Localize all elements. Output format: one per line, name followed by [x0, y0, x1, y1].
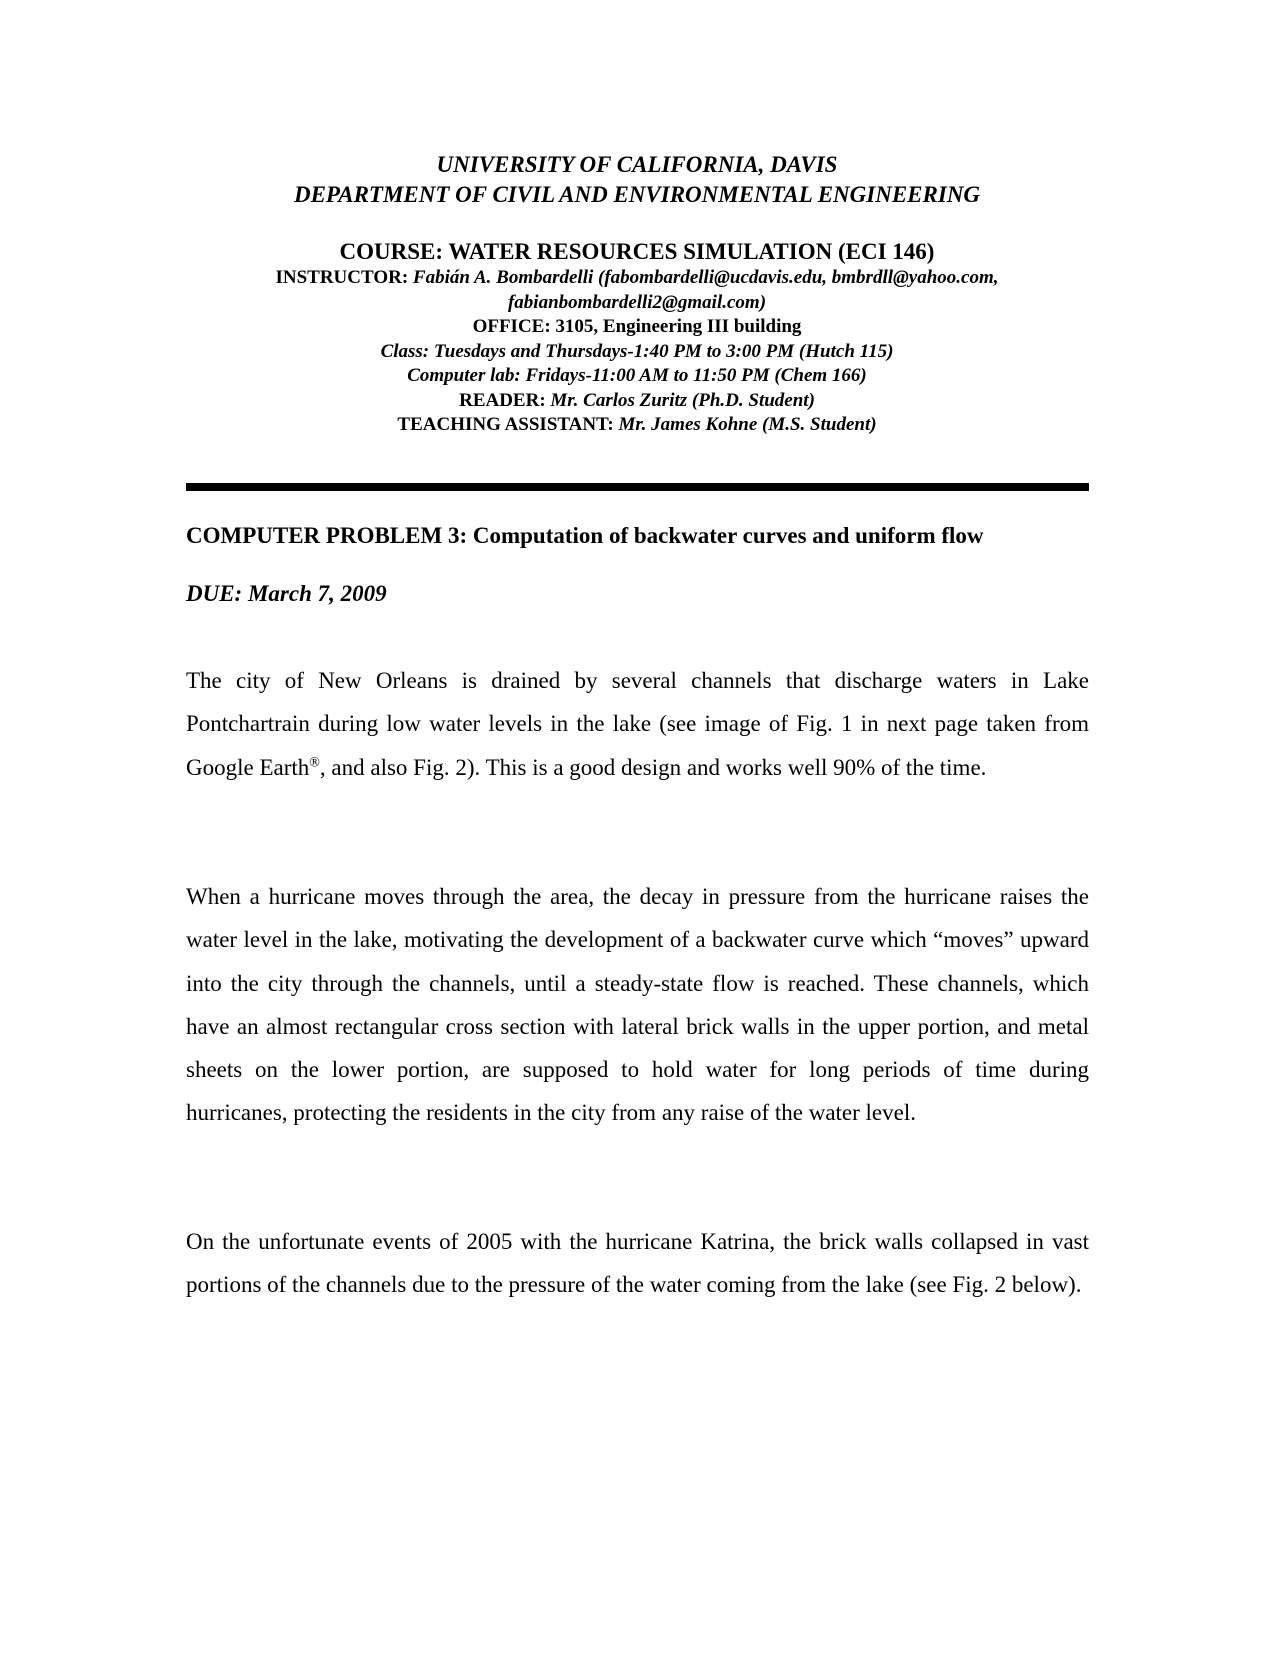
course-title: COURSE: WATER RESOURCES SIMULATION (ECI 146): [339, 239, 935, 264]
paragraph-2: When a hurricane moves through the area, the decay in pressure from the hurricane raises the water level in the lake, motivating the development of a backwater curve which “moves” upward into the city through the channels, until a steady-state flow is reached. These channels, which have an almost rectangular cross section with lateral brick walls in the upper portion, and metal sheets on the lower portion, are supposed to hold water for long periods of time during hurricanes, protecting the residents in the city from any raise of the water level.: [186, 884, 1089, 1126]
ta-value: Mr. James Kohne (M.S. Student): [618, 414, 877, 435]
institution-header: [186, 150, 1088, 210]
instructor-line: [186, 266, 1088, 291]
paragraph-3: On the unfortunate events of 2005 with the hurricane Katrina, the brick walls collapsed in vast portions of the channels due to the pressure of the water coming from the lake (see Fig. 2 below).: [186, 1229, 1089, 1298]
ta-line: [186, 413, 1088, 438]
reader-value: Mr. Carlos Zuritz (Ph.D. Student): [550, 389, 815, 411]
reader-label: READER:: [459, 389, 546, 411]
horizontal-rule: [186, 483, 1089, 491]
reader-line: [186, 389, 1088, 414]
paragraph-1: [186, 659, 1089, 789]
university-name: UNIVERSITY OF CALIFORNIA, DAVIS: [436, 152, 838, 177]
paragraph-1-text-b: , and also Fig. 2). This is a good design and works well 90% of the time.: [319, 754, 987, 780]
due-date: DUE: March 7, 2009: [186, 581, 387, 606]
problem-title: COMPUTER PROBLEM 3: Computation of backwater curves and uniform flow: [186, 523, 984, 548]
paragraph-1-text-a: The city of New Orleans is drained by several channels that discharge waters in Lake Pontchartrain during low water levels in the lake (see image of Fig. 1 in next page taken from Google Earth: [186, 668, 1089, 780]
instructor-value: Fabián A. Bombardelli (fabombardelli@ucdavis.edu, bmbrdll@yahoo.com,: [412, 267, 999, 288]
ta-label: TEACHING ASSISTANT:: [397, 414, 614, 435]
registered-mark: ®: [309, 754, 320, 770]
instructor-value-cont: fabianbombardelli2@gmail.com): [507, 291, 767, 313]
office-line: OFFICE: 3105, Engineering III building: [472, 316, 802, 337]
course-info: [186, 266, 1088, 438]
lab-line: Computer lab: Fridays-11:00 AM to 11:50 PM (Chem 166): [407, 365, 867, 386]
instructor-label: INSTRUCTOR:: [275, 267, 409, 288]
department-name: DEPARTMENT OF CIVIL AND ENVIRONMENTAL ENGINEERING: [293, 182, 981, 207]
class-line: Class: Tuesdays and Thursdays-1:40 PM to 3:00 PM (Hutch 115): [380, 340, 894, 362]
